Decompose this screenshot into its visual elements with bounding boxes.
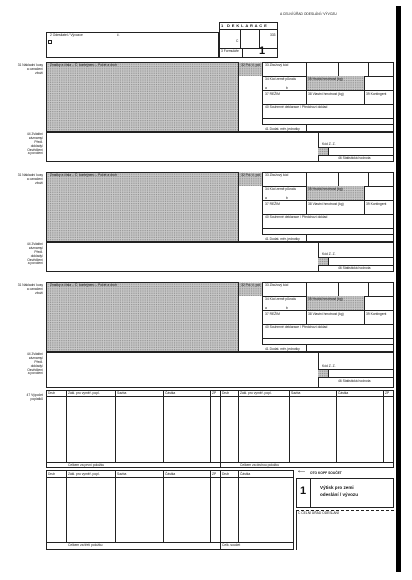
- item-2-sub-b: b: [286, 196, 288, 200]
- tax-col-type-2: Druh: [222, 391, 230, 395]
- tax-col-base-2: Zákl. pro vyměř. popl.: [240, 391, 272, 395]
- tax-table-lower: [46, 470, 294, 550]
- copy-line-1: Výtisk pro zemi: [320, 485, 354, 490]
- item-3-gross-mass: 35 Hrubá hmotnost (kg): [308, 297, 343, 301]
- tax-col-amount-1: Částka: [165, 391, 176, 395]
- item-3-regime: 37 REŽIM: [265, 312, 280, 316]
- checked-office-field[interactable]: [296, 510, 394, 550]
- item-1-notes-label: 44 Zvláštní záznamy/ Předl. doklady/ Osvědčení a povolení: [26, 132, 43, 156]
- tax-col-rate-1: Sazba: [117, 391, 127, 395]
- item-2-stat-value: 46 Statistická hodnota: [338, 266, 371, 270]
- tax-col-rate-2: Sazba: [291, 391, 301, 395]
- item-2-regime: 37 REŽIM: [265, 202, 280, 206]
- item-3-summary-decl: 40 Souhrnné deklarace / Předchozí doklad: [265, 325, 328, 329]
- tax-col-amount-3: Částka: [165, 472, 176, 476]
- declaration-number: 1: [221, 23, 224, 28]
- item-2-item-no: 32 Pol. č. pol.: [241, 173, 261, 177]
- item-2-side-label: 31 Nákladní kusy a označení zboží: [17, 173, 43, 185]
- item-2-ai-code: Kód Z. Z.: [322, 252, 336, 256]
- item-2-notes-label: 44 Zvláštní záznamy/ Předl. doklady/ Osvědčení a povolení: [26, 242, 43, 266]
- sender-exporter-label: 2 Odesílatel / Vývozce: [50, 33, 83, 37]
- item-2-summary-decl: 40 Souhrnné deklarace / Předchozí doklad: [265, 215, 328, 219]
- item-1-item-no: 32 Pol. č. pol.: [241, 63, 261, 67]
- item-3-notes-label: 44 Zvláštní záznamy/ Předl. doklady/ Osvědčení a povolení: [26, 352, 43, 376]
- item-1-sub-a: a: [265, 86, 267, 90]
- item-2-gross-mass: 35 Hrubá hmotnost (kg): [308, 187, 343, 191]
- item-2-goods-code: 33 Zbožový kód: [265, 173, 289, 177]
- item-3-side-label: 31 Nákladní kusy a označení zboží: [17, 283, 43, 295]
- tax-total-first: Celkem za první položku: [68, 463, 105, 467]
- for-checking-label: OTO KOPF SOUČET: [310, 471, 342, 475]
- customs-office-label: A CELNÍ ÚŘAD ODESLÁNÍ / VÝVOZU: [280, 12, 337, 16]
- copy-number: 1: [300, 485, 307, 497]
- item-1-goods-desc: Značky a čísla – Č. kontejneru – Počet a druh: [50, 63, 117, 67]
- tax-col-base-1: Zákl. pro vyměř. popl.: [68, 391, 100, 395]
- forms-label: 3 Formuláře: [221, 49, 239, 53]
- tax-col-mp-2: ZP: [385, 391, 390, 395]
- item-2-origin-country: 34 Kód země původu: [265, 187, 297, 191]
- item-3-supp-units: 41 Dodat. měr. jednotky: [265, 347, 300, 351]
- copy-line-2: odeslání / vývozu: [320, 492, 359, 497]
- item-3-quota: 39 Kontingent: [366, 312, 387, 316]
- item-1-stat-value: 46 Statistická hodnota: [338, 156, 371, 160]
- item-3-ai-code: Kód Z. Z.: [322, 364, 336, 368]
- sender-checkbox[interactable]: [48, 40, 52, 44]
- item-1-side-label: 31 Nákladní kusy a označení zboží: [17, 63, 43, 75]
- item-2-goods-desc: Značky a čísla – Č. kontejneru – Počet a druh: [50, 173, 117, 177]
- item-1-supp-units: 41 Dodat. měr. jednotky: [265, 127, 300, 131]
- item-1-origin-country: 34 Kód země původu: [265, 77, 297, 81]
- tax-col-type-1: Druh: [48, 391, 56, 395]
- tax-col-amount-2: Částka: [338, 391, 349, 395]
- item-2-quota: 39 Kontingent: [366, 202, 387, 206]
- declaration-letter-c: C: [236, 39, 239, 43]
- taxes-side-label: 47 Výpočet poplatků: [26, 393, 43, 401]
- arrow-left-icon: ⟵: [298, 469, 306, 475]
- item-1-sub-b: b: [286, 86, 288, 90]
- item-3-stat-value: 46 Statistická hodnota: [338, 379, 371, 383]
- item-2-supp-units: 41 Dodat. měr. jednotky: [265, 237, 300, 241]
- tax-col-rate-3: Sazba: [117, 472, 127, 476]
- tax-total-overall: Celk. součet: [222, 543, 241, 547]
- item-2-sub-a: a: [265, 196, 267, 200]
- tax-total-third: Celkem za třetí položku: [68, 543, 103, 547]
- declaration-title: D E K L A R A C E: [227, 23, 268, 28]
- tax-col-mp-1: ZP: [212, 391, 217, 395]
- tax-total-second: Celkem za druhou položku: [240, 463, 280, 467]
- tax-col-mp-3: ZP: [212, 472, 217, 476]
- tax-col-type-3: Druh: [48, 472, 56, 476]
- item-3-origin-country: 34 Kód země původu: [265, 297, 297, 301]
- tax-col-amount-4: Částka: [240, 472, 251, 476]
- item-1-ai-code: Kód Z. Z.: [322, 142, 336, 146]
- item-3-goods-code: 33 Zbožový kód: [265, 283, 289, 287]
- declaration-code: 333: [270, 33, 276, 37]
- item-3-sub-a: a: [265, 306, 267, 310]
- item-3-item-no: 32 Pol. č. pol.: [241, 283, 261, 287]
- item-3-net-mass: 38 Vlastní hmotnost (kg): [308, 312, 344, 316]
- item-3-goods-desc: Značky a čísla – Č. kontejneru – Počet a druh: [50, 283, 117, 287]
- item-1-net-mass: 38 Vlastní hmotnost (kg): [308, 92, 344, 96]
- item-1-summary-decl: 40 Souhrnné deklarace / Předchozí doklad: [265, 105, 328, 109]
- item-1-regime: 37 REŽIM: [265, 92, 280, 96]
- page-edge-bar: [396, 6, 401, 572]
- item-1-goods-code: 33 Zbožový kód: [265, 63, 289, 67]
- item-2-net-mass: 38 Vlastní hmotnost (kg): [308, 202, 344, 206]
- item-3-sub-b: b: [286, 306, 288, 310]
- sender-number-label: č.: [117, 33, 120, 37]
- item-1-gross-mass: 35 Hrubá hmotnost (kg): [308, 77, 343, 81]
- checked-office-label: C CELNÍ ÚŘAD ODESLÁNÍ: [298, 511, 339, 515]
- item-1-quota: 39 Kontingent: [366, 92, 387, 96]
- tax-col-base-3: Zákl. pro vyměř. popl.: [68, 472, 100, 476]
- tax-col-type-4: Druh: [222, 472, 230, 476]
- forms-value: 1: [259, 45, 266, 57]
